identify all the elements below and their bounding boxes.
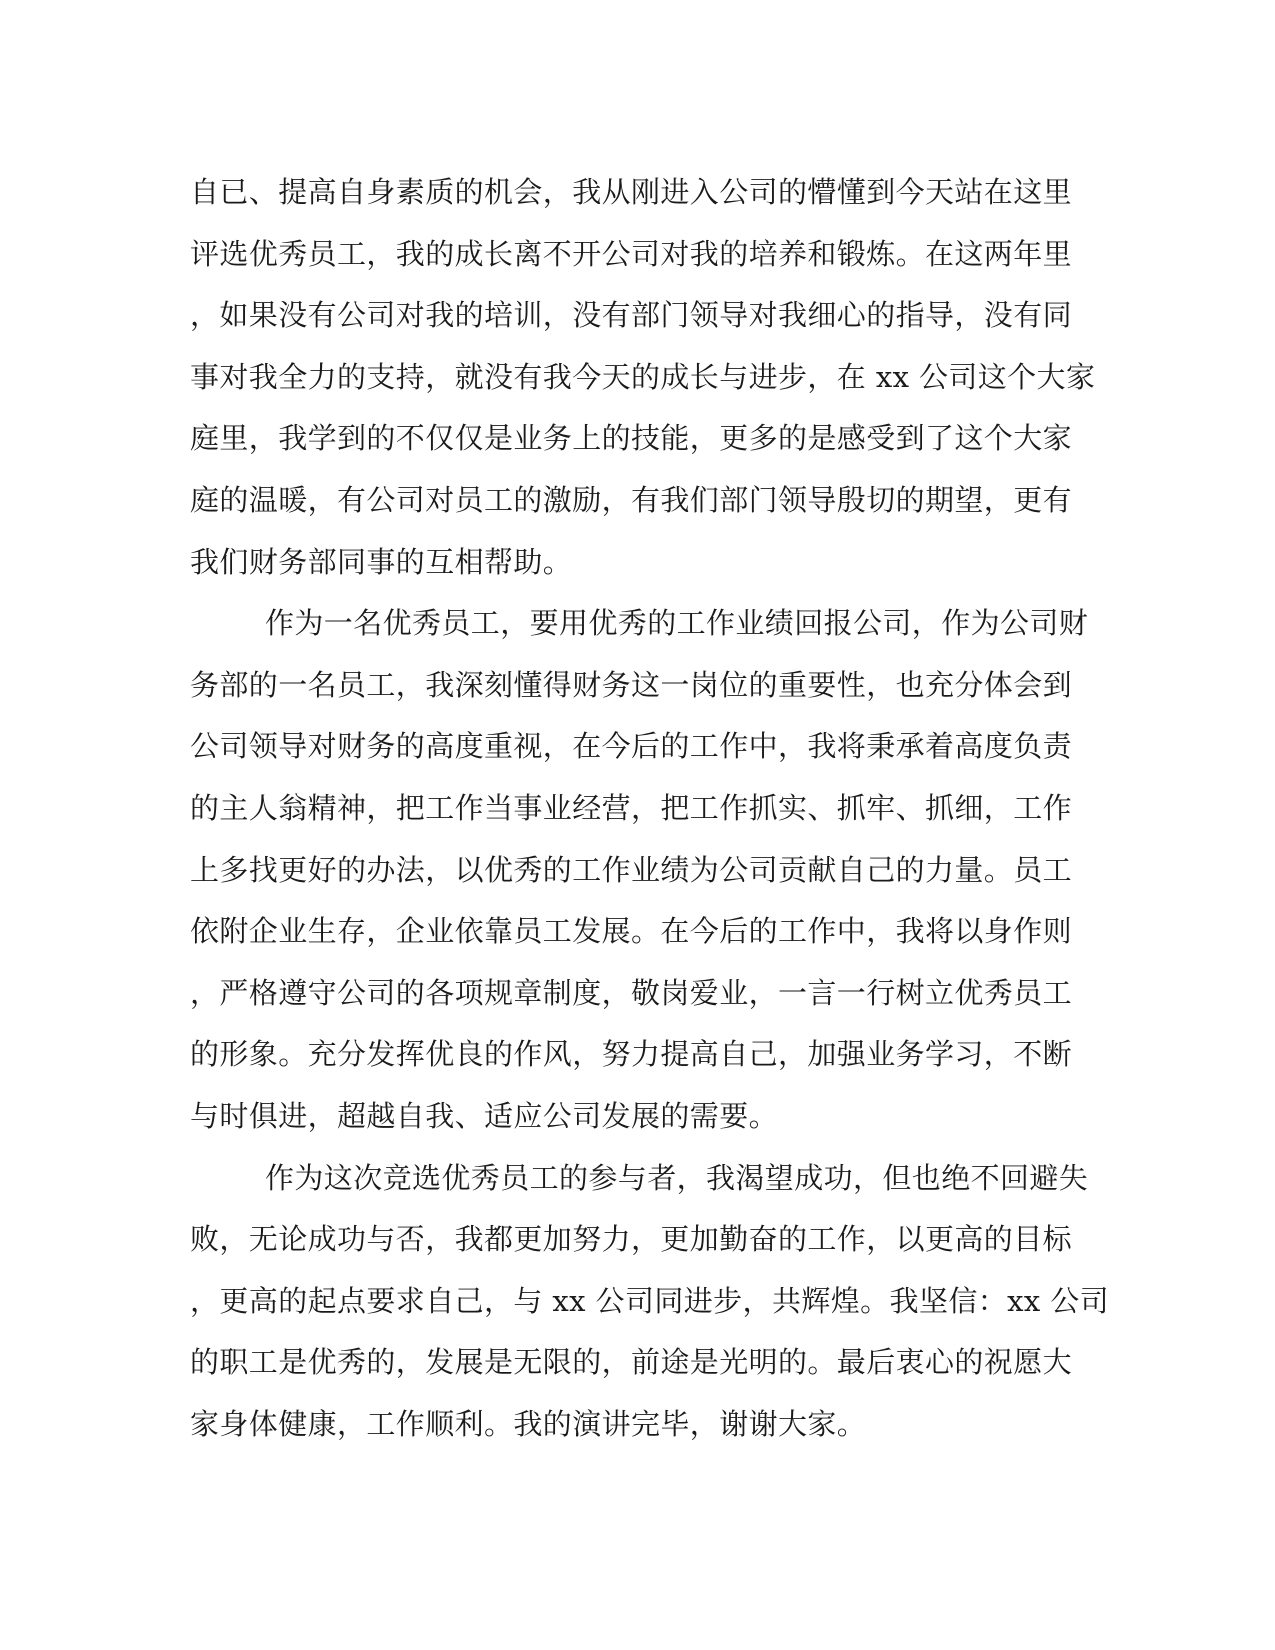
paragraph-3 <box>190 1148 1110 1456</box>
text-line: 作为一名优秀员工，要用优秀的工作业绩回报公司，作为公司财 <box>265 606 1089 641</box>
text-line: 我们财务部同事的互相帮助。 <box>190 544 573 579</box>
text-line: 依附企业生存，企业依靠员工发展。在今后的工作中，我将以身作则 <box>190 914 1073 949</box>
text-line: 评选优秀员工，我的成长离不开公司对我的培养和锻炼。在这两年里 <box>190 236 1073 271</box>
text-line: 上多找更好的办法，以优秀的工作业绩为公司贡献自己的力量。员工 <box>190 852 1073 887</box>
body-text <box>190 162 1110 1455</box>
text-line: 与时俱进，超越自我、适应公司发展的需要。 <box>190 1098 779 1133</box>
text-line: ，更高的起点要求自己，与 xx 公司同进步，共辉煌。我坚信：xx 公司 <box>190 1283 1110 1318</box>
text-line: 作为这次竞选优秀员工的参与者，我渴望成功，但也绝不回避失 <box>265 1160 1089 1195</box>
text-line: 事对我全力的支持，就没有我今天的成长与进步，在 xx 公司这个大家 <box>190 359 1096 394</box>
text-line: 务部的一名员工，我深刻懂得财务这一岗位的重要性，也充分体会到 <box>190 667 1073 702</box>
paragraph-1 <box>190 162 1096 593</box>
text-line: 庭里，我学到的不仅仅是业务上的技能，更多的是感受到了这个大家 <box>190 421 1073 456</box>
text-line: ，如果没有公司对我的培训，没有部门领导对我细心的指导，没有同 <box>190 298 1073 333</box>
paragraph-2 <box>190 593 1089 1147</box>
text-line: 的主人翁精神，把工作当事业经营，把工作抓实、抓牢、抓细，工作 <box>190 790 1073 825</box>
text-line: 的职工是优秀的，发展是无限的，前途是光明的。最后衷心的祝愿大 <box>190 1345 1073 1380</box>
text-line: 家身体健康，工作顺利。我的演讲完毕，谢谢大家。 <box>190 1406 867 1441</box>
text-line: 的形象。充分发挥优良的作风，努力提高自己，加强业务学习，不断 <box>190 1037 1073 1072</box>
text-line: ，严格遵守公司的各项规章制度，敬岗爱业，一言一行树立优秀员工 <box>190 975 1073 1010</box>
text-line: 庭的温暖，有公司对员工的激励，有我们部门领导殷切的期望，更有 <box>190 482 1073 517</box>
text-line: 公司领导对财务的高度重视，在今后的工作中，我将秉承着高度负责 <box>190 729 1073 764</box>
text-line: 自已、提高自身素质的机会，我从刚进入公司的懵懂到今天站在这里 <box>190 175 1073 209</box>
text-line: 败，无论成功与否，我都更加努力，更加勤奋的工作，以更高的目标 <box>190 1222 1073 1257</box>
